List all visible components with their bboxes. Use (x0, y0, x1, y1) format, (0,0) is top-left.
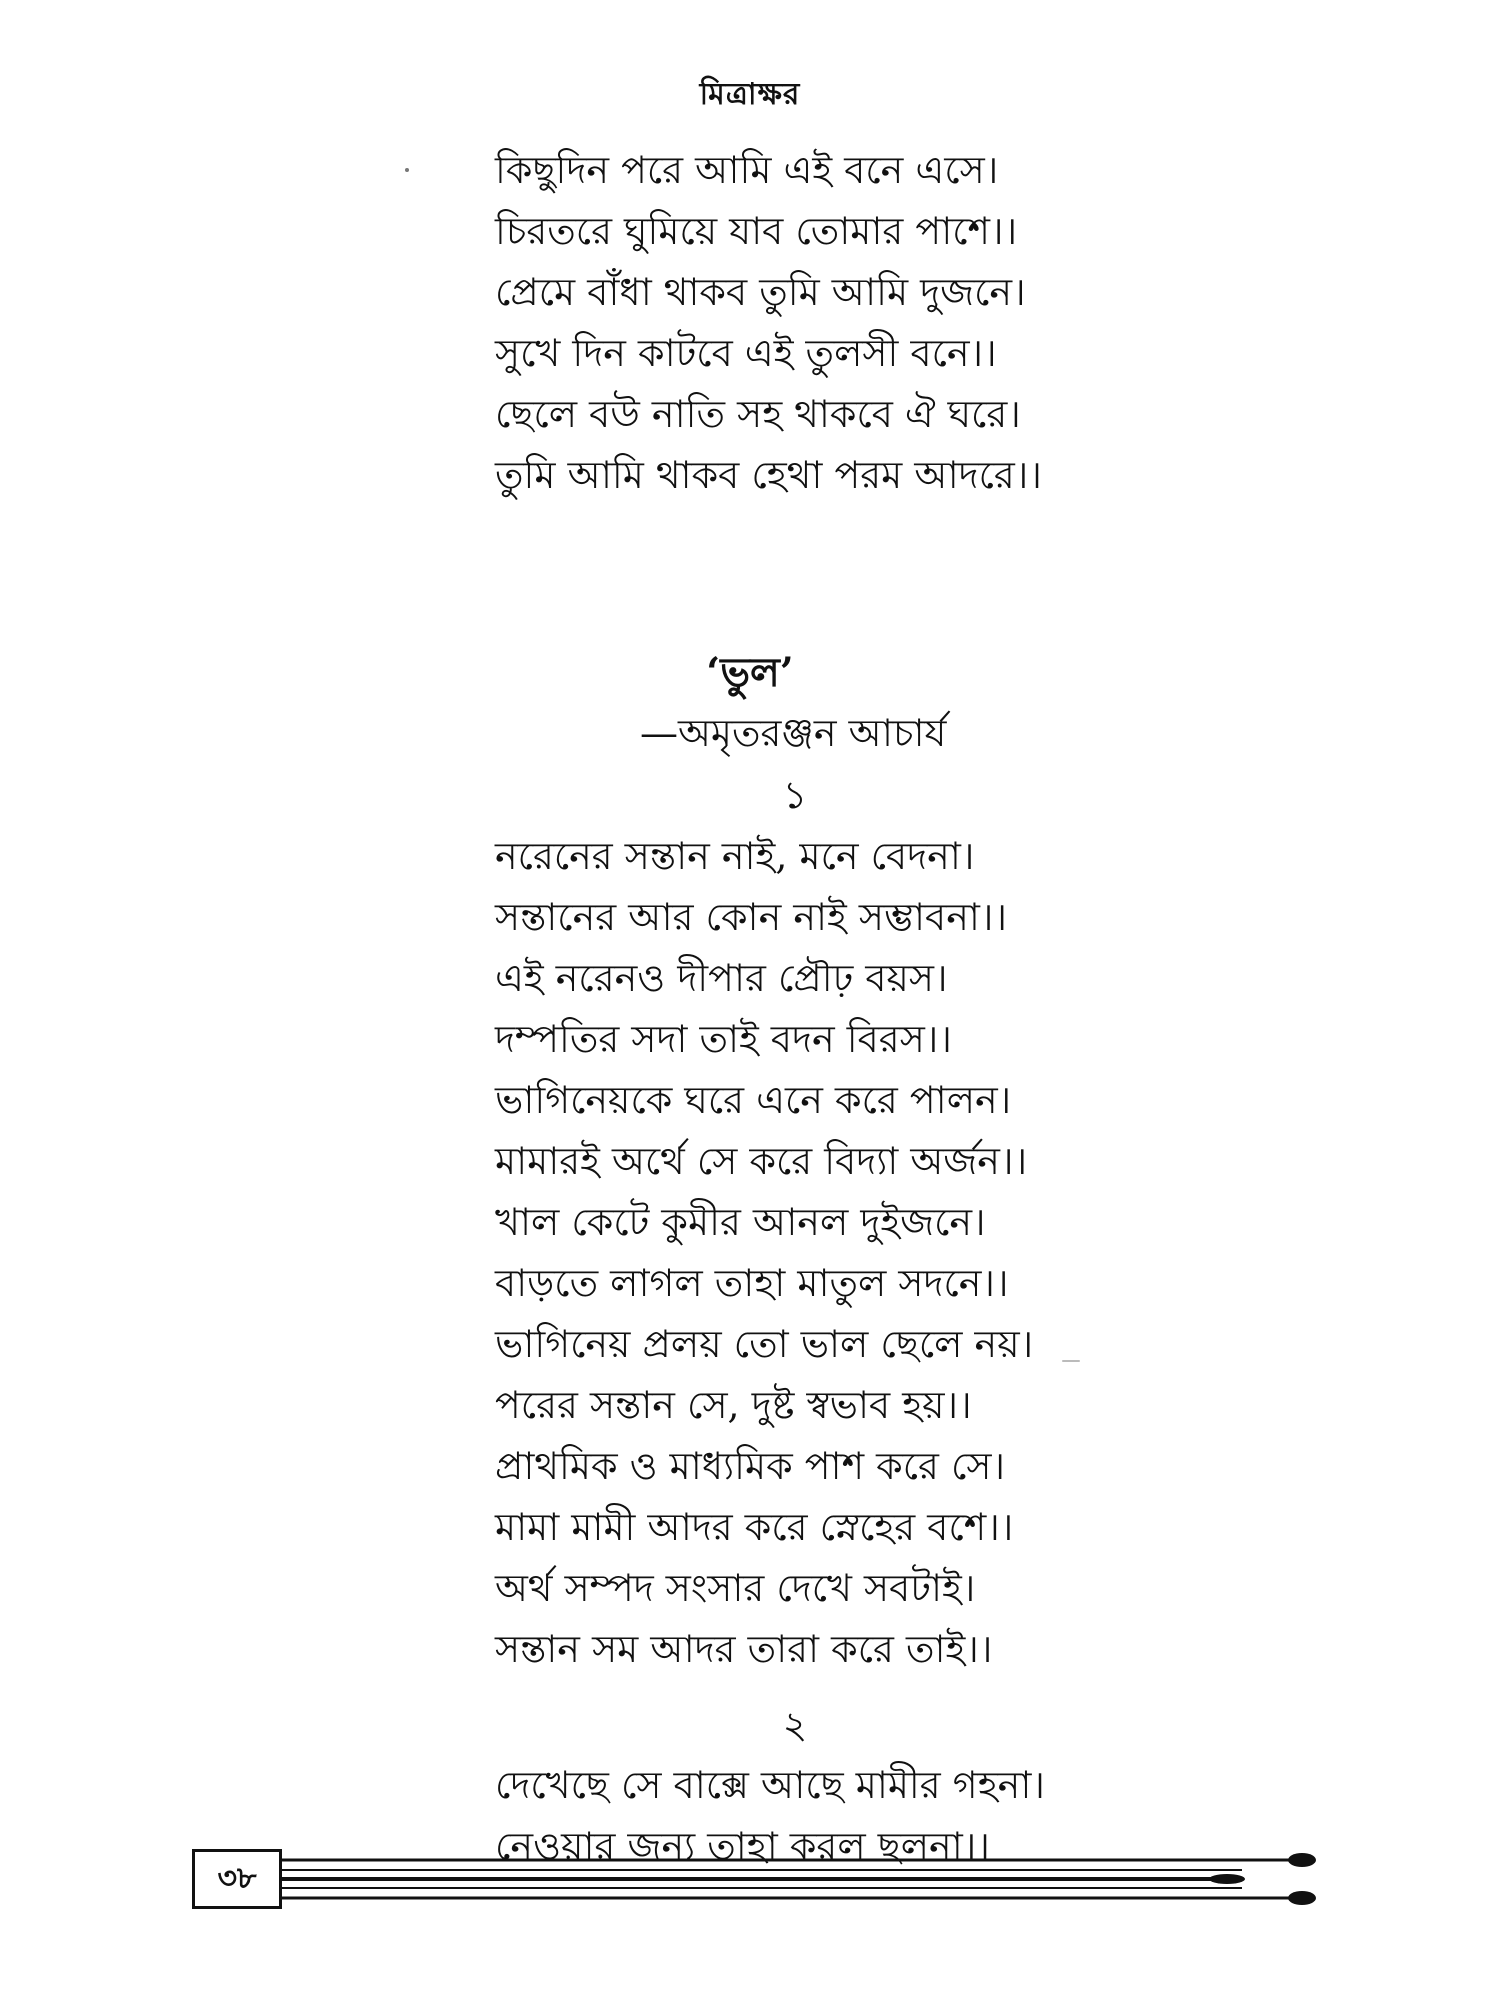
verse-line: মামারই অর্থে সে করে বিদ্যা অর্জন।। (495, 1139, 1028, 1183)
verse-line: সুখে দিন কাটবে এই তুলসী বনে।। (495, 331, 997, 375)
verse-line: নেওয়ার জন্য তাহা করল ছলনা।। (495, 1824, 990, 1868)
verse-line: খাল কেটে কুমীর আনল দুইজনে। (495, 1200, 986, 1244)
verse-line: ছেলে বউ নাতি সহ থাকবে ঐ ঘরে। (495, 392, 1021, 436)
print-speck (405, 168, 409, 172)
print-speck (1062, 1360, 1080, 1362)
verse-line: কিছুদিন পরে আমি এই বনে এসে। (495, 148, 999, 192)
stanza-number: ১ (782, 773, 808, 817)
verse-line: মামা মামী আদর করে স্নেহের বশে।। (495, 1505, 1014, 1549)
verse-line: দেখেছে সে বাক্সে আছে মামীর গহনা। (495, 1763, 1045, 1807)
verse-line: এই নরেনও দীপার প্রৌঢ় বয়স। (495, 956, 948, 1000)
previous-poem-verse (495, 140, 1042, 506)
verse-line: ভাগিনেয়কে ঘরে এনে করে পালন। (495, 1078, 1012, 1122)
verse-line: দম্পতির সদা তাই বদন বিরস।। (495, 1017, 952, 1061)
page-number: ৩৮ (192, 1849, 282, 1909)
verse-line: তুমি আমি থাকব হেথা পরম আদরে।। (495, 453, 1042, 497)
verse-line: বাড়তে লাগল তাহা মাতুল সদনে।। (495, 1261, 1009, 1305)
stanza-1-verse (495, 826, 1033, 1680)
verse-line: সন্তান সম আদর তারা করে তাই।। (495, 1627, 993, 1671)
running-title: মিত্রাক্ষর (699, 77, 801, 112)
poem-title: ‘ভুল’ (706, 649, 794, 696)
poem-author: —অমৃতরঞ্জন আচার্য (640, 711, 947, 755)
verse-line: প্রাথমিক ও মাধ্যমিক পাশ করে সে। (495, 1444, 1006, 1488)
footer-ornament-rule (282, 1846, 1332, 1912)
verse-line: পরের সন্তান সে, দুষ্ট স্বভাব হয়।। (495, 1383, 972, 1427)
verse-line: ভাগিনেয় প্রলয় তো ভাল ছেলে নয়। (495, 1322, 1034, 1366)
verse-line: প্রেমে বাঁধা থাকব তুমি আমি দুজনে। (495, 270, 1026, 314)
verse-line: নরেনের সন্তান নাই, মনে বেদনা। (495, 834, 975, 878)
verse-line: চিরতরে ঘুমিয়ে যাব তোমার পাশে।। (495, 209, 1018, 253)
stanza-number: ২ (782, 1703, 808, 1747)
verse-line: সন্তানের আর কোন নাই সম্ভাবনা।। (495, 895, 1008, 939)
verse-line: অর্থ সম্পদ সংসার দেখে সবটাই। (495, 1566, 976, 1610)
